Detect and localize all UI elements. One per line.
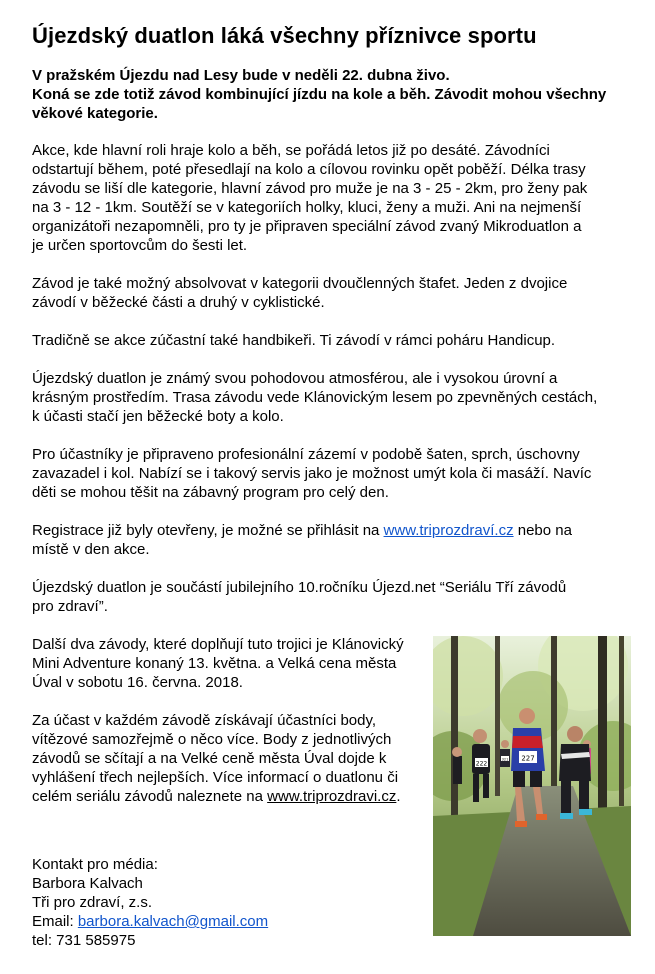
paragraph-atmosphere: Újezdský duatlon je známý svou pohodovou atmosférou, ale i vysokou úrovní a krásným prostředím. Trasa závodu vede Klánovickým lesem po zpevněných cestách, k účasti stačí jen běžecké boty a kolo. <box>32 370 598 425</box>
bib-center: 227 <box>521 754 535 763</box>
paragraph-handbike: Tradičně se akce zúčastní také handbikeři. Ti závodí v rámci poháru Handicup. <box>32 332 556 349</box>
paragraph-registration <box>32 521 592 559</box>
registration-text-end: nebo na místě v den akce. <box>32 522 572 558</box>
race-photo <box>433 636 631 936</box>
bib-small: 321 <box>501 757 509 762</box>
lead-line-2: Koná se zde totiž závod kombinující jízdu na kole a běh. Závodit mohou všechny věkové kategorie. <box>32 86 607 122</box>
contact-email-label: Email: <box>32 913 78 930</box>
points-text-end: . <box>396 788 401 805</box>
paragraph-other-races: Další dva závody, které doplňují tuto trojici je Klánovický Mini Adventure konaný 13. května. a Velká cena města Úval v sobotu 16. června. 2018. <box>32 636 404 691</box>
contact-organization: Tři pro zdraví, z.s. <box>32 894 153 911</box>
contact-phone: tel: 731 585975 <box>32 932 136 949</box>
paragraph-relay: Závod je také možný absolvovat v kategorii dvoučlenných štafet. Jeden z dvojice závodí v běžecké části a druhý v cyklistické. <box>32 275 568 311</box>
series-link[interactable]: www.triprozdravi.cz <box>267 788 397 805</box>
registration-link[interactable]: www.triprozdraví.cz <box>383 522 514 539</box>
article-title: Újezdský duatlon láká všechny příznivce sportu <box>32 23 537 48</box>
lead-line-1: V pražském Újezdu nad Lesy bude v neděli 22. dubna živo. <box>32 67 450 84</box>
contact-email-link[interactable]: barbora.kalvach@gmail.com <box>77 913 269 930</box>
paragraph-facilities: Pro účastníky je připraveno profesionální zázemí v podobě šaten, sprch, úschovny zavazadel i kol. Nabízí se i takový servis jako je možnost umýt kola či masáží. Navíc děti se mohou těšit na zábavný program pro celý den. <box>32 446 592 501</box>
contact-heading: Kontakt pro média: <box>32 856 158 873</box>
runners-in-forest-image <box>433 636 631 936</box>
paragraph-points <box>32 711 417 806</box>
paragraph-about: Akce, kde hlavní roli hraje kolo a běh, se pořádá letos již po desáté. Závodníci odstartují během, poté přesedlají na kolo a cílovou rovinku opět poběží. Délka trasy závodu se liší dle kategorie, hlavní závod pro muže je na 3 - 25 - 2km, pro ženy pak na 3 - 12 - 1km. Soutěží se v kategoriích holky, kluci, ženy a muži. Ani na nejmenší organizátoři nezapomněli, pro ty je připraven speciální závod zvaný Mikroduatlon a je určen sportovcům do šesti let. <box>32 142 588 254</box>
bib-left: 222 <box>475 760 488 768</box>
registration-text: Registrace již byly otevřeny, je možné se přihlásit na <box>32 522 384 539</box>
paragraph-series: Újezdský duatlon je součástí jubilejního 10.ročníku Újezd.net “Seriálu Tří závodů pro zdraví”. <box>32 579 567 615</box>
article-lead <box>32 66 632 123</box>
points-text: Za účast v každém závodě získávají účastníci body, vítězové samozřejmě o něco více. Body z jednotlivých závodů se sčítají a na Velké ceně města Úval dojde k vyhlášení třech nejlepších. Více informací o duatlonu či celém seriálu závodů naleznete na <box>32 712 399 805</box>
contact-name: Barbora Kalvach <box>32 875 143 892</box>
